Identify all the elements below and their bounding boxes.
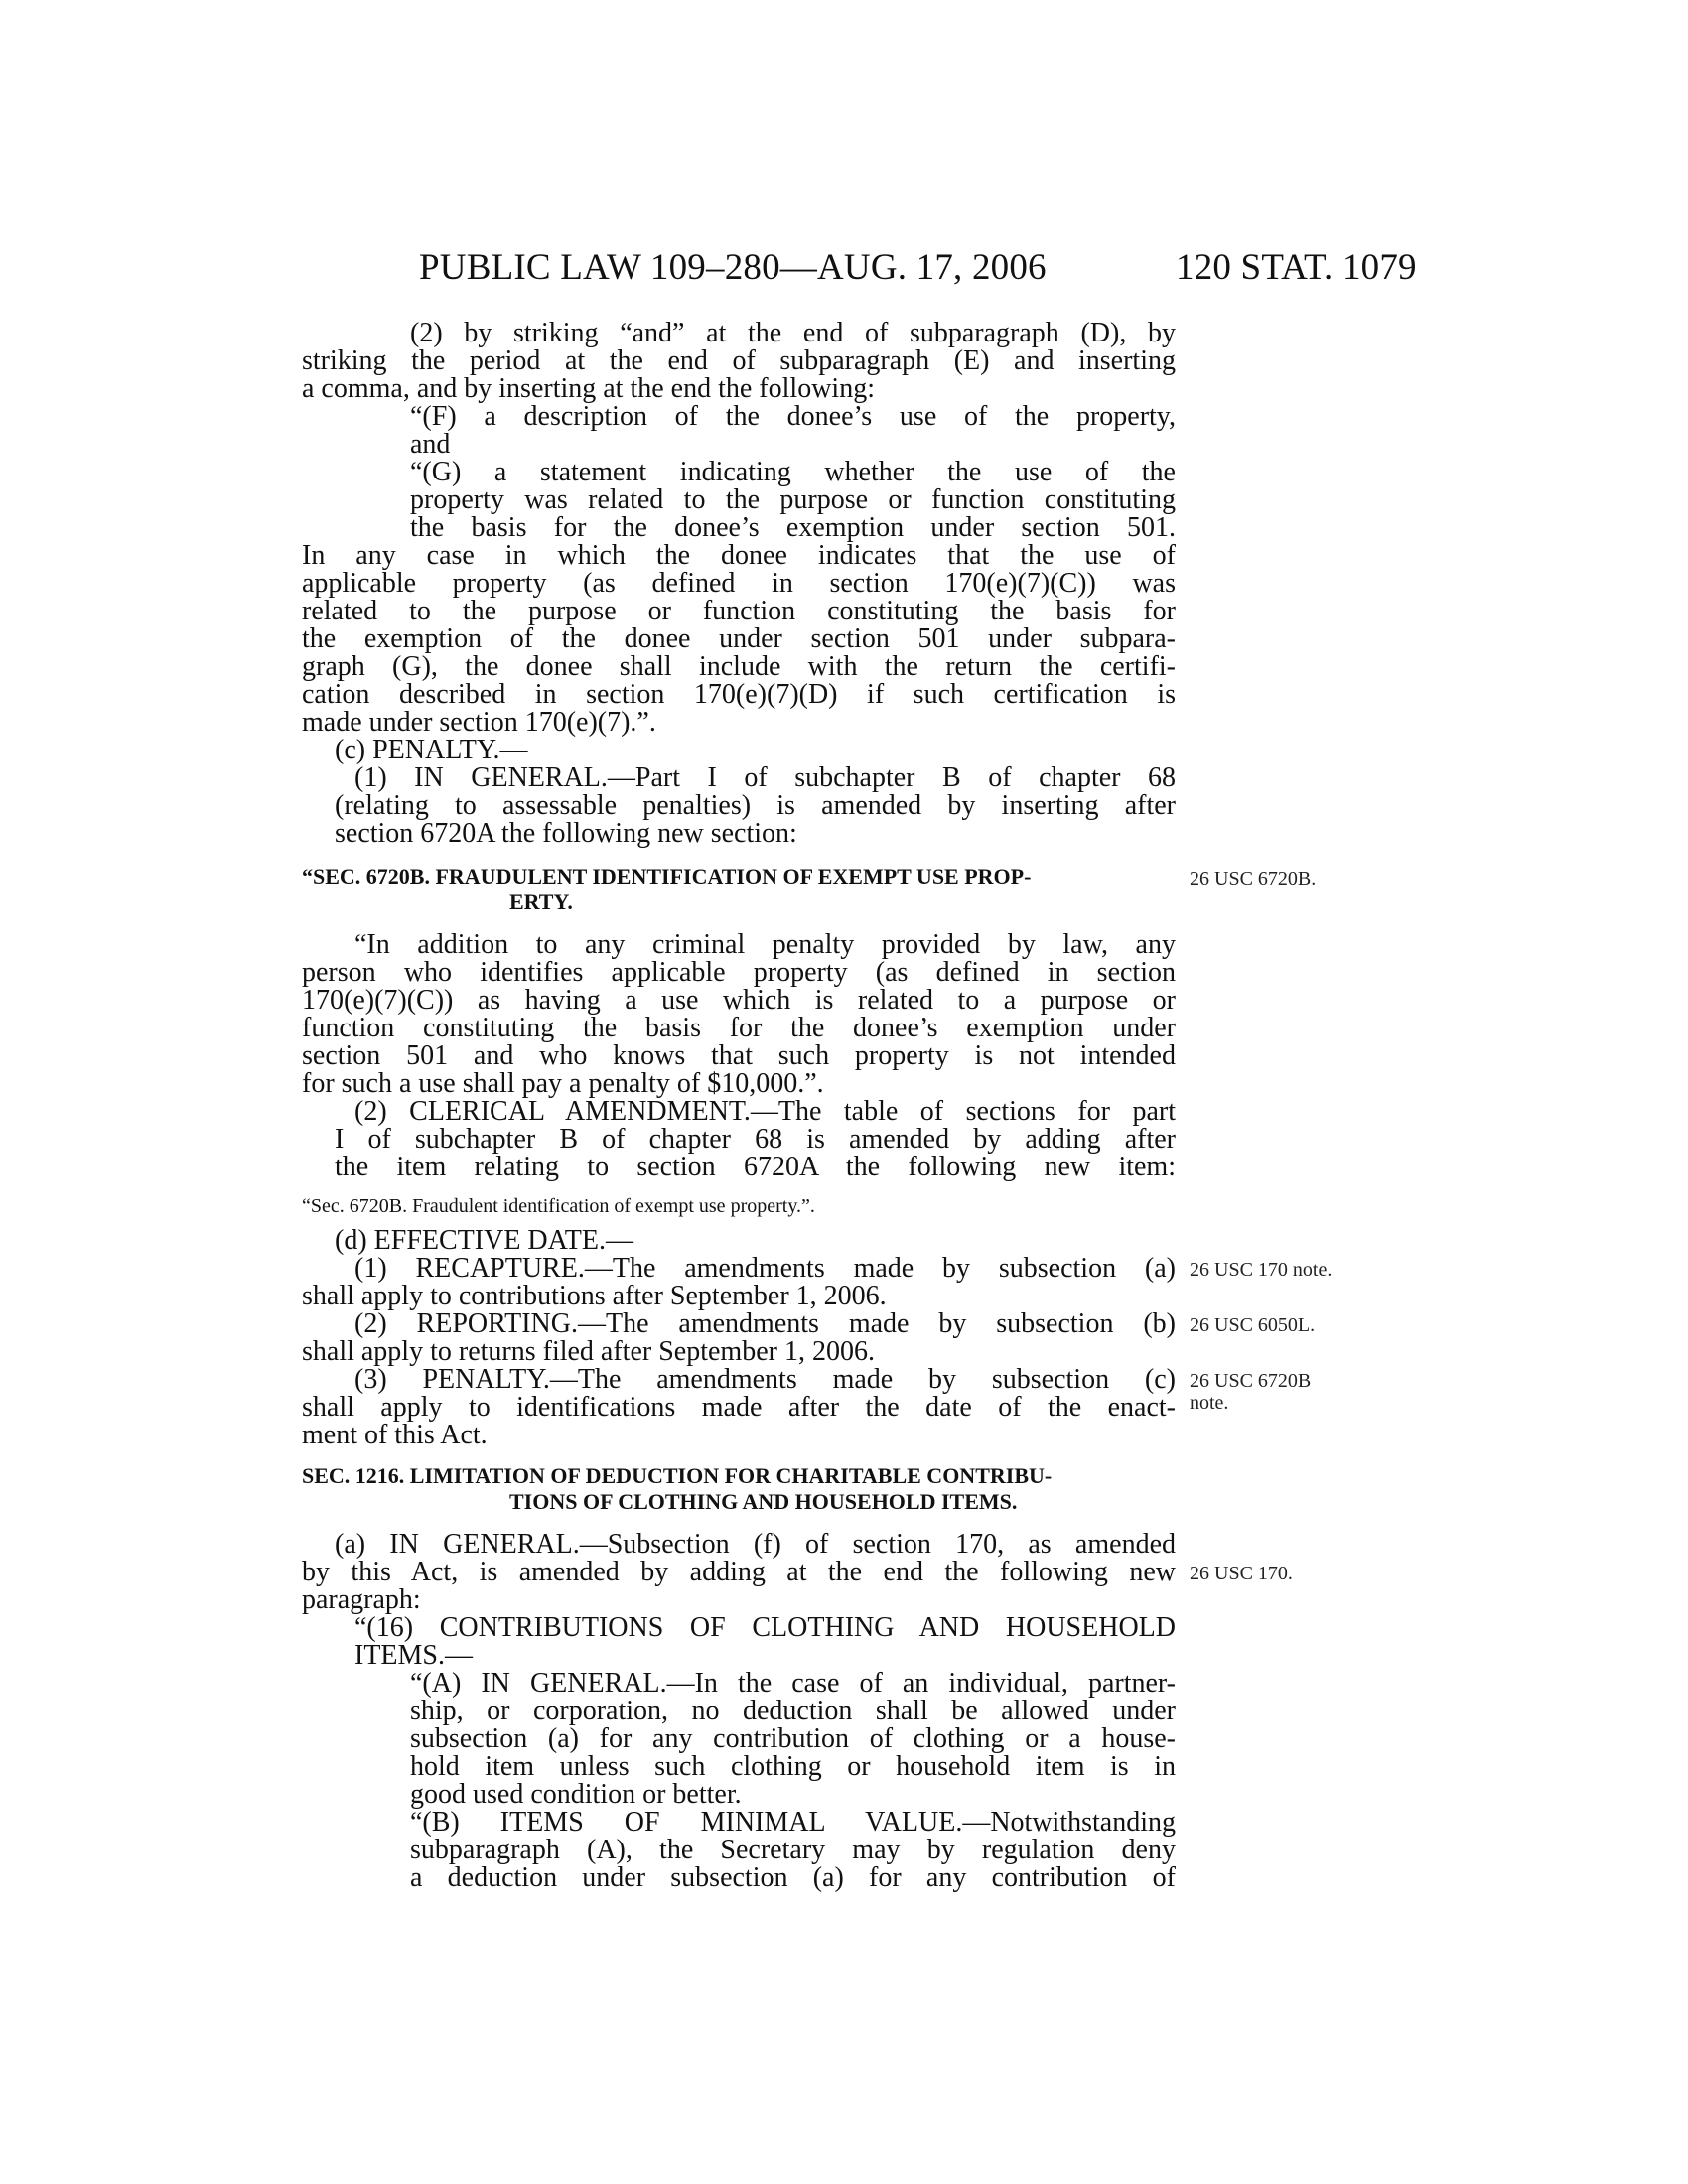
text-line: made under section 170(e)(7).”.	[302, 707, 656, 738]
text-line: and	[410, 429, 451, 460]
text-line: (1) RECAPTURE.—The amendments made by subsection (a)	[354, 1253, 1176, 1284]
text-line: function constituting the basis for the donee’s exemption under	[302, 1013, 1176, 1043]
text-line: shall apply to returns filed after September 1, 2006.	[302, 1336, 875, 1367]
table-of-sections-item: “Sec. 6720B. Fraudulent identification of exempt use property.”.	[302, 1195, 815, 1217]
text-line: shall apply to contributions after September 1, 2006.	[302, 1281, 887, 1311]
text-line: striking the period at the end of subparagraph (E) and inserting	[302, 345, 1176, 376]
text-line: subsection (a) for any contribution of clothing or a house-	[410, 1723, 1176, 1754]
section-heading-1216-cont: TIONS OF CLOTHING AND HOUSEHOLD ITEMS.	[509, 1489, 1018, 1514]
text-line: section 501 and who knows that such property is not intended	[302, 1040, 1176, 1071]
text-line: “In addition to any criminal penalty provided by law, any	[354, 929, 1176, 960]
text-line: the item relating to section 6720A the following new item:	[335, 1152, 1176, 1182]
text-line: (1) IN GENERAL.—Part I of subchapter B of chapter 68	[354, 762, 1176, 793]
text-line: 170(e)(7)(C)) as having a use which is related to a purpose or	[302, 985, 1176, 1016]
text-line: I of subchapter B of chapter 68 is amended by adding after	[335, 1124, 1176, 1155]
text-line: section 6720A the following new section:	[335, 818, 797, 849]
header-title: PUBLIC LAW 109–280—AUG. 17, 2006	[419, 247, 1047, 288]
subsection-heading: (c) PENALTY.—	[335, 735, 528, 765]
margin-note: 26 USC 6720B	[1190, 1370, 1312, 1392]
margin-note: 26 USC 170 note.	[1190, 1259, 1333, 1281]
margin-note: 26 USC 6050L.	[1190, 1314, 1316, 1336]
text-line: (3) PENALTY.—The amendments made by subsection (c)	[354, 1364, 1176, 1395]
text-line: applicable property (as defined in section 170(e)(7)(C)) was	[302, 568, 1176, 599]
margin-note: 26 USC 6720B.	[1190, 868, 1317, 889]
text-line: (2) REPORTING.—The amendments made by subsection (b)	[354, 1308, 1176, 1339]
text-line: (2) CLERICAL AMENDMENT.—The table of sections for part	[354, 1096, 1176, 1127]
text-line: “(A) IN GENERAL.—In the case of an individual, partner-	[410, 1668, 1176, 1699]
text-line: ITEMS.—	[354, 1640, 473, 1671]
text-line: good used condition or better.	[410, 1779, 742, 1810]
text-line: cation described in section 170(e)(7)(D) if such certification is	[302, 679, 1176, 710]
text-line: by this Act, is amended by adding at the end the following new	[302, 1557, 1176, 1587]
text-line: (a) IN GENERAL.—Subsection (f) of section 170, as amended	[335, 1529, 1176, 1560]
text-line: “(B) ITEMS OF MINIMAL VALUE.—Notwithstanding	[410, 1807, 1176, 1838]
text-line: related to the purpose or function constituting the basis for	[302, 596, 1176, 626]
text-line: a comma, and by inserting at the end the following:	[302, 373, 875, 404]
text-line: “(16) CONTRIBUTIONS OF CLOTHING AND HOUSEHOLD	[354, 1612, 1176, 1643]
text-line: person who identifies applicable property (as defined in section	[302, 957, 1176, 988]
text-line: (2) by striking “and” at the end of subparagraph (D), by	[410, 318, 1176, 348]
margin-note: note.	[1190, 1392, 1229, 1414]
text-line: “(F) a description of the donee’s use of the property,	[410, 401, 1176, 432]
section-heading-6720b: “SEC. 6720B. FRAUDULENT IDENTIFICATION OF EXEMPT USE PROP-	[302, 864, 1032, 888]
margin-note: 26 USC 170.	[1190, 1563, 1293, 1584]
text-line: paragraph:	[302, 1584, 421, 1615]
text-line: property was related to the purpose or function constituting	[410, 484, 1176, 515]
header-stat-citation: 120 STAT. 1079	[1176, 247, 1417, 288]
section-heading-1216: SEC. 1216. LIMITATION OF DEDUCTION FOR CHARITABLE CONTRIBU-	[302, 1463, 1053, 1488]
text-line: “(G) a statement indicating whether the use of the	[410, 457, 1176, 487]
text-line: ment of this Act.	[302, 1420, 488, 1450]
text-line: subparagraph (A), the Secretary may by regulation deny	[410, 1835, 1176, 1865]
text-line: the exemption of the donee under section 501 under subpara-	[302, 623, 1176, 654]
subsection-heading: (d) EFFECTIVE DATE.—	[335, 1225, 633, 1256]
text-line: for such a use shall pay a penalty of $10,000.”.	[302, 1068, 824, 1099]
text-line: shall apply to identifications made after the date of the enact-	[302, 1392, 1176, 1423]
section-heading-6720b-cont: ERTY.	[509, 889, 573, 914]
text-line: graph (G), the donee shall include with the return the certifi-	[302, 651, 1176, 682]
text-line: ship, or corporation, no deduction shall be allowed under	[410, 1696, 1176, 1726]
text-line: (relating to assessable penalties) is amended by inserting after	[335, 790, 1176, 821]
text-line: a deduction under subsection (a) for any contribution of	[410, 1862, 1176, 1893]
text-line: the basis for the donee’s exemption under section 501.	[410, 512, 1176, 543]
text-line: In any case in which the donee indicates that the use of	[302, 540, 1176, 571]
text-line: hold item unless such clothing or household item is in	[410, 1751, 1176, 1782]
